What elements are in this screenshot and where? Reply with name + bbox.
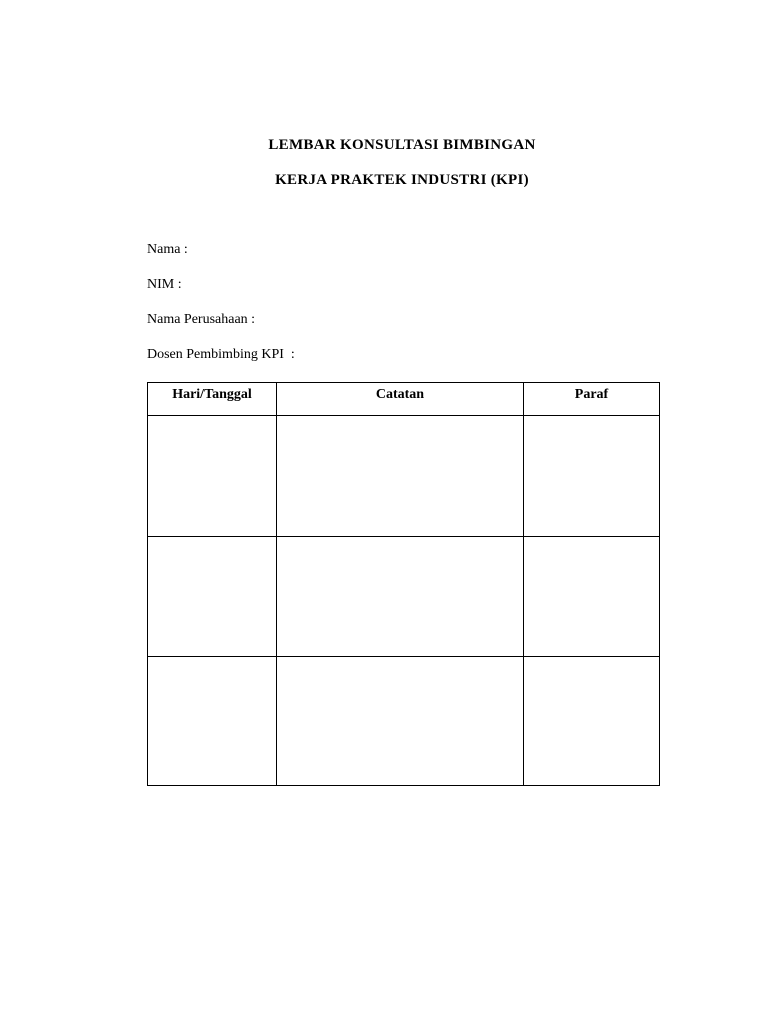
- dosen-pembimbing-field-label: Dosen Pembimbing KPI :: [147, 347, 295, 362]
- nim-field-label: NIM :: [147, 277, 182, 292]
- cell-hari-tanggal: [148, 537, 277, 657]
- cell-paraf: [524, 416, 660, 537]
- cell-catatan: [277, 657, 524, 786]
- table-row: [148, 537, 660, 657]
- column-header-paraf: Paraf: [524, 383, 660, 416]
- column-header-catatan: Catatan: [277, 383, 524, 416]
- document-subtitle: KERJA PRAKTEK INDUSTRI (KPI): [275, 172, 529, 188]
- table-row: [148, 657, 660, 786]
- cell-paraf: [524, 657, 660, 786]
- nama-perusahaan-field-label: Nama Perusahaan :: [147, 312, 256, 327]
- nama-field-label: Nama :: [147, 242, 188, 257]
- document-title: LEMBAR KONSULTASI BIMBINGAN: [268, 137, 536, 153]
- cell-paraf: [524, 537, 660, 657]
- table-header-row: [148, 383, 660, 416]
- cell-hari-tanggal: [148, 416, 277, 537]
- cell-hari-tanggal: [148, 657, 277, 786]
- consultation-table: [147, 382, 660, 786]
- cell-catatan: [277, 537, 524, 657]
- column-header-hari-tanggal: Hari/Tanggal: [148, 383, 277, 416]
- table-row: [148, 416, 660, 537]
- cell-catatan: [277, 416, 524, 537]
